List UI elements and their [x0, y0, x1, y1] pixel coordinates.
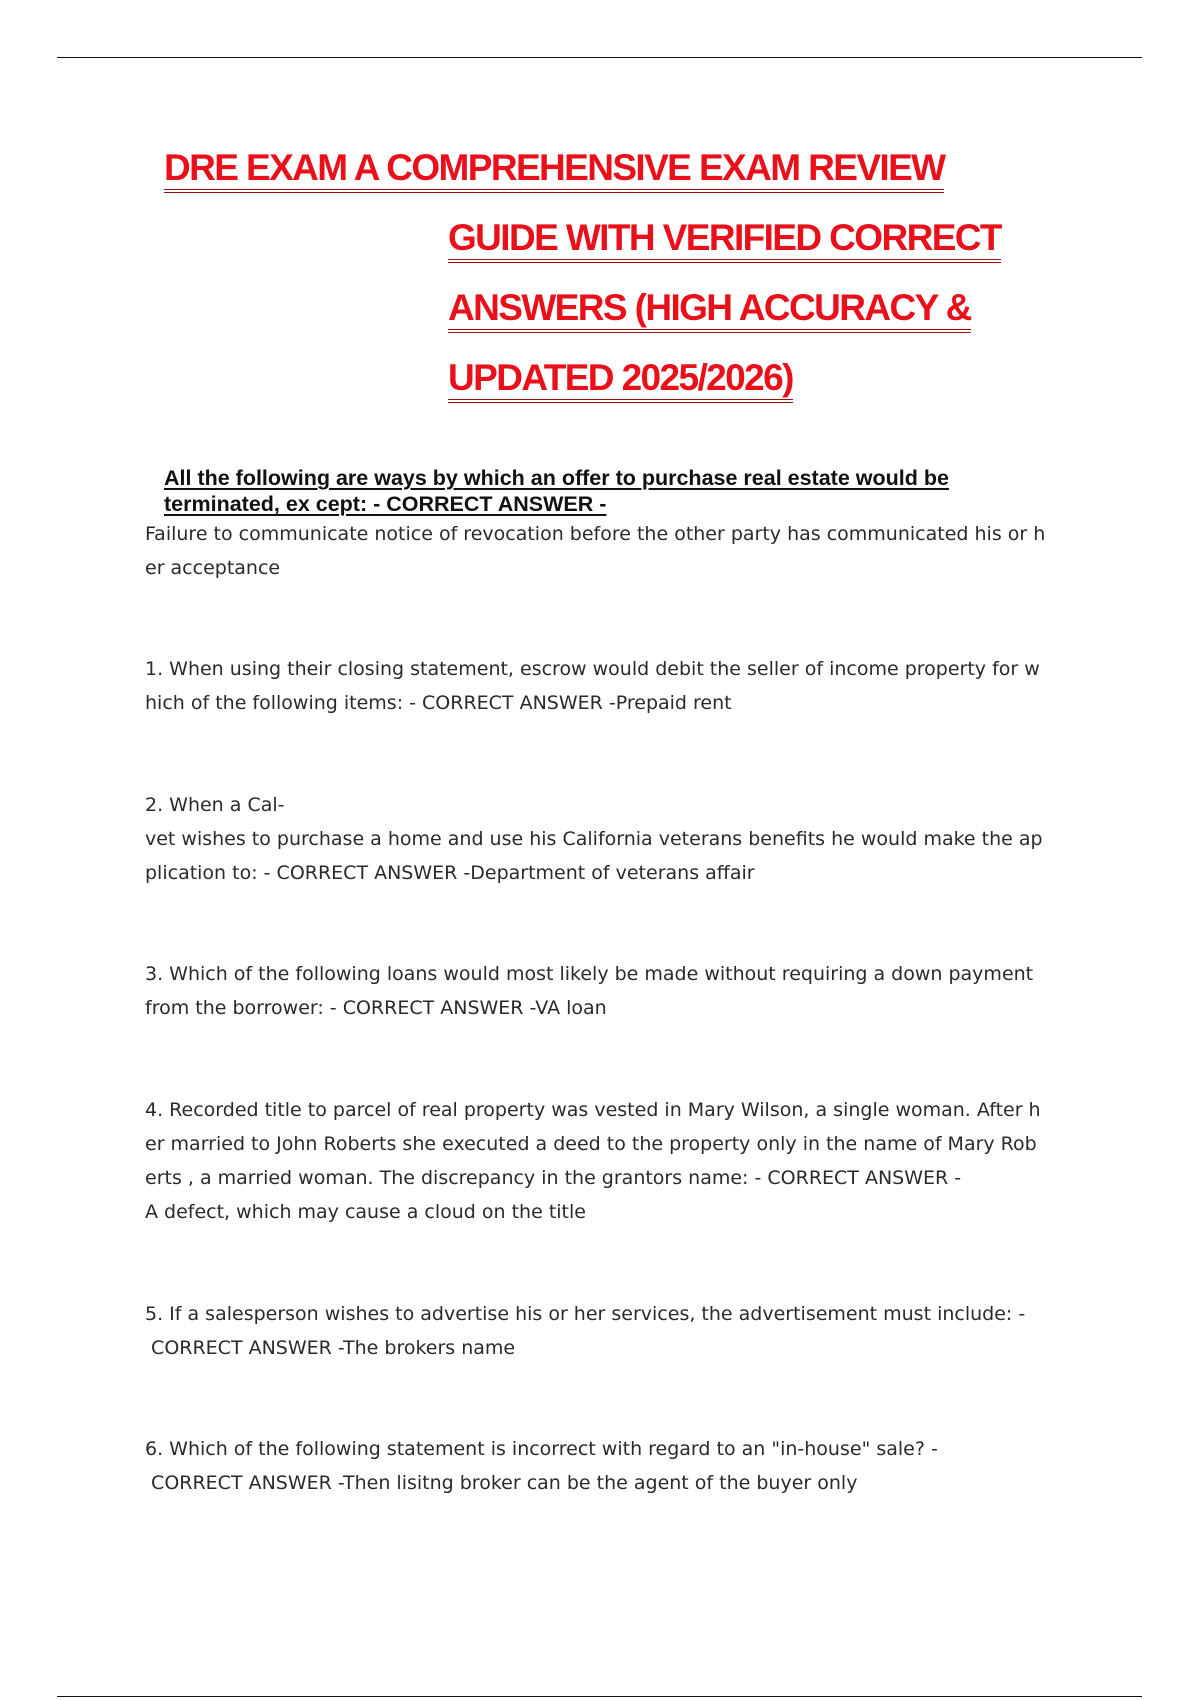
- document-title-line-4: UPDATED 2025/2026): [448, 356, 793, 403]
- question-item: 2. When a Cal- vet wishes to purchase a home and use his California veterans benefits he would make the ap plication to: - CORRECT ANSWER -Department of veterans affair: [145, 794, 1043, 884]
- footer-rule: [57, 1696, 1142, 1697]
- question-item: 6. Which of the following statement is incorrect with regard to an "in-house" sale? - CORRECT ANSWER -Then lisitng broker can be the agent of the buyer only: [145, 1438, 938, 1494]
- question-item: 3. Which of the following loans would most likely be made without requiring a down payment from the borrower: - CORRECT ANSWER -VA loan: [145, 963, 1034, 1019]
- intro-question-heading: All the following are ways by which an offer to purchase real estate would be terminated, ex cept: - CORRECT ANSWER -: [164, 466, 949, 516]
- question-item: 5. If a salesperson wishes to advertise his or her services, the advertisement must include: - CORRECT ANSWER -The brokers name: [145, 1303, 1026, 1359]
- document-title-line-3: ANSWERS (HIGH ACCURACY &: [448, 286, 971, 333]
- header-rule: [57, 57, 1142, 58]
- intro-question-answer: Failure to communicate notice of revocation before the other party has communicated his or h er acceptance: [145, 523, 1046, 579]
- document-title-line-1: DRE EXAM A COMPREHENSIVE EXAM REVIEW: [164, 146, 944, 193]
- question-item: 4. Recorded title to parcel of real property was vested in Mary Wilson, a single woman. After h er married to John Roberts she executed a deed to the property only in the name of Mary Rob erts , a married woman. The discrepancy in the grantors name: - CORRECT ANSWER - A defect, which may cause a cloud on the title: [145, 1099, 1041, 1223]
- question-item: 1. When using their closing statement, escrow would debit the seller of income property for w hich of the following items: - CORRECT ANSWER -Prepaid rent: [145, 658, 1040, 714]
- document-title-line-2: GUIDE WITH VERIFIED CORRECT: [448, 216, 1001, 263]
